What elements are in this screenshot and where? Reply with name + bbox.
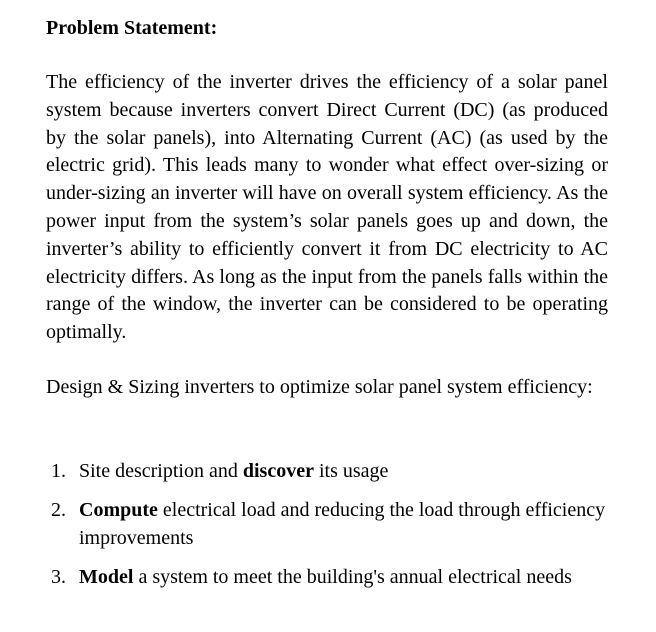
list-item-compute-load <box>46 496 608 552</box>
list-item-model-system <box>46 563 608 591</box>
list-item-keyword: Compute <box>79 498 158 521</box>
design-sizing-paragraph: Design & Sizing inverters to optimize solar panel system efficiency: <box>46 375 593 398</box>
intro-paragraph: The efficiency of the inverter drives the efficiency of a solar panel system because inverters convert Direct Current (DC) (as produced by the solar panels), into Alternating Current (AC) (as used by the electric grid). This leads many to wonder what effect over-sizing or under-sizing an inverter will have on overall system efficiency. As the power input from the system’s solar panels goes up and down, the inverter’s ability to efficiently convert it from DC electricity to AC electricity differs. As long as the input from the panels falls within the range of the window, the inverter can be considered to be operating optimally. <box>46 71 608 344</box>
list-item-site-description <box>46 457 608 485</box>
list-item-text-post: a system to meet the building's annual electrical needs <box>133 565 572 588</box>
list-item-number: 3. <box>51 565 66 588</box>
list-item-text <box>79 457 608 485</box>
problem-statement-heading: Problem Statement: <box>46 17 218 39</box>
list-item-text <box>79 496 608 552</box>
list-item-text <box>79 563 608 591</box>
list-item-number: 2. <box>51 498 66 521</box>
list-item-number: 1. <box>51 459 66 482</box>
list-item-keyword: Model <box>79 565 134 588</box>
list-item-text-post: electrical load and reducing the load through efficiency improvements <box>79 498 606 549</box>
list-item-text-pre: Site description and <box>79 459 243 482</box>
steps-list <box>46 457 608 591</box>
list-item-keyword: discover <box>242 459 314 482</box>
list-item-text-post: its usage <box>313 459 389 482</box>
document <box>46 14 608 602</box>
